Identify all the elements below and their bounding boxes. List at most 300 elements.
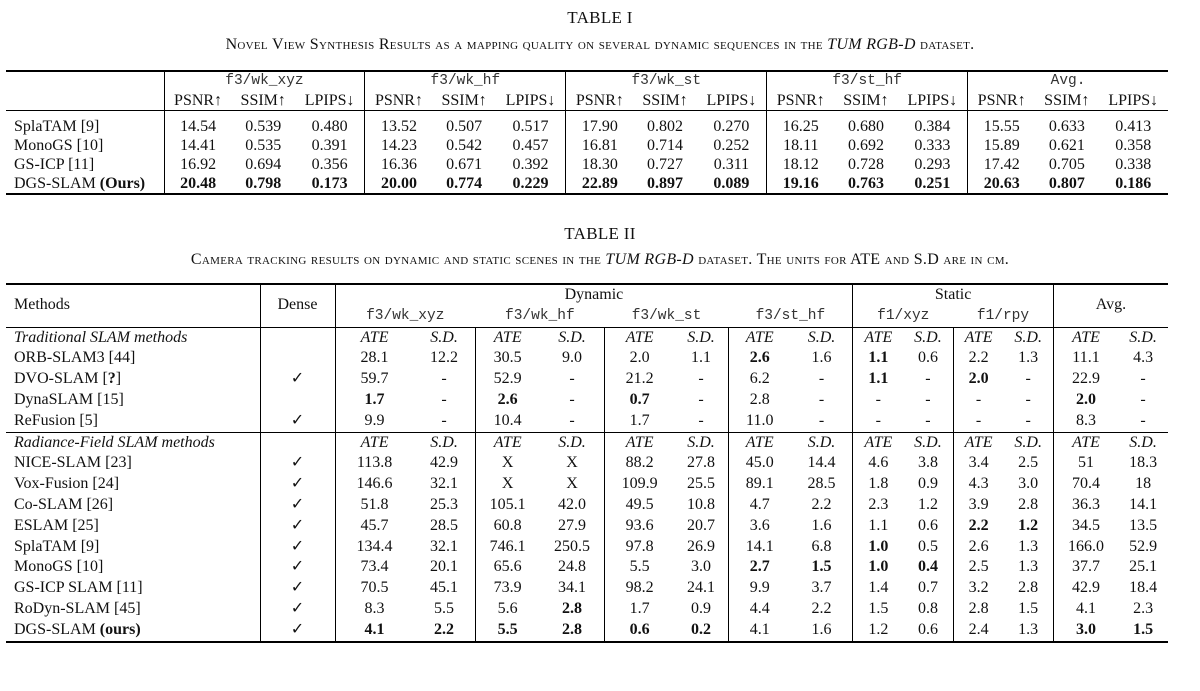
table1-header-metrics: [6, 91, 1168, 111]
table1-metric-header: LPIPS↓: [697, 91, 767, 111]
table1-metric-header: SSIM↑: [633, 91, 696, 111]
table1-value-cell: 0.671: [446, 156, 483, 173]
table1-value-cell: 15.89: [968, 136, 1036, 155]
table2-value-cell: 70.5: [335, 578, 414, 599]
table1-value-cell: 0.413: [1115, 118, 1152, 135]
method-name: DGS-SLAM: [14, 175, 96, 192]
table1-value-cell: 0.338: [1115, 156, 1152, 173]
table2-value-cell: 2.2: [953, 516, 1003, 537]
table1-value-cell: 0.457: [512, 137, 549, 154]
table1-value-cell: 0.293: [914, 156, 951, 173]
table1-value-cell: 0.311: [713, 156, 750, 173]
table1-metric-header: PSNR↑: [566, 91, 634, 111]
table2-value-cell: 30.5: [475, 348, 540, 369]
method-name-bold: ?: [107, 370, 116, 388]
table2-value-cell: 1.6: [791, 620, 853, 642]
table2-value-cell: 109.9: [605, 474, 674, 495]
method-name: MonoGS [10]: [14, 558, 104, 576]
table2-value-cell: 73.9: [475, 578, 540, 599]
table2-sequence-header: f3/wk_st: [605, 306, 729, 327]
table2-value-cell: 21.2: [605, 369, 674, 390]
table2-row: [6, 578, 1168, 599]
table2-value-cell: 4.4: [728, 599, 790, 620]
method-name: GS-ICP SLAM [11]: [14, 579, 143, 597]
table2-value-cell: 1.6: [811, 516, 832, 534]
table1-metric-header: SSIM↑: [232, 91, 295, 111]
table2-ate-subheader: ATE: [953, 432, 1003, 453]
table2-sequence-header: f1/rpy: [953, 306, 1053, 327]
table2-sd-subheader: S.D.: [674, 432, 728, 453]
table2-ate-subheader: ATE: [475, 432, 540, 453]
table1-value-cell: 0.807: [1035, 174, 1098, 194]
table1-value-cell: 0.633: [1048, 118, 1085, 135]
table1-value-cell: 0.089: [697, 174, 767, 194]
table2-method-cell: [6, 369, 260, 390]
table2-label: TABLE II: [564, 224, 636, 243]
table2-row: [6, 599, 1168, 620]
table2-method-cell: [6, 495, 260, 516]
table2-value-cell: 14.1: [728, 537, 790, 558]
method-name: RoDyn-SLAM [45]: [14, 599, 141, 617]
table1-metric-header: LPIPS↓: [496, 91, 566, 111]
dense-check-mark: ✓: [260, 620, 335, 642]
table2-value-cell: 6.8: [811, 537, 832, 555]
table2-ate-subheader: ATE: [1053, 327, 1118, 348]
table2-methods-header: Methods: [6, 284, 260, 327]
table2-value-cell: 18: [1135, 475, 1152, 493]
table2-dense-cell: [260, 348, 335, 369]
table2-sd-subheader: S.D.: [807, 328, 836, 346]
table2-value-cell: 2.6: [728, 348, 790, 369]
table2-value-cell: 0.6: [903, 620, 953, 642]
method-name: GS-ICP [11]: [14, 156, 95, 173]
table1-value-cell: 0.728: [847, 156, 884, 173]
table2-method-cell: [6, 537, 260, 558]
table1-value-cell: 0.763: [834, 174, 897, 194]
method-name: SplaTAM [9]: [14, 537, 100, 555]
table1-value-cell: 0.517: [512, 118, 549, 135]
table2-sd-subheader: S.D.: [540, 432, 605, 453]
table2-value-cell: -: [953, 390, 1003, 411]
table2-value-cell: 4.3: [1133, 349, 1154, 367]
table1-value-cell: 0.694: [245, 156, 282, 173]
table1-value-cell: 0.480: [311, 118, 348, 135]
table2-section-title: Radiance-Field SLAM methods: [6, 432, 260, 453]
table2-value-cell: -: [818, 370, 825, 388]
table1-metric-header: SSIM↑: [1035, 91, 1098, 111]
table2-value-cell: 12.2: [430, 349, 459, 367]
dense-check-mark: ✓: [260, 599, 335, 620]
table2-value-cell: 0.2: [674, 620, 728, 642]
table2-value-cell: 25.1: [1129, 558, 1158, 576]
table2-value-cell: 1.1: [853, 369, 903, 390]
table1-value-cell: 13.52: [365, 117, 433, 136]
table1-value-cell: 0.333: [914, 137, 951, 154]
table2-value-cell: -: [698, 411, 704, 429]
table2-value-cell: 2.8: [562, 599, 582, 617]
table2-row: [6, 557, 1168, 578]
table1-value-cell: 15.55: [968, 117, 1036, 136]
table2-value-cell: 0.4: [917, 558, 938, 576]
table2-value-cell: 28.5: [807, 475, 836, 493]
table1-value-cell: 0.539: [245, 118, 282, 135]
method-name: ESLAM [25]: [14, 516, 99, 534]
table2-value-cell: 146.6: [335, 474, 414, 495]
table2-ate-subheader: ATE: [475, 327, 540, 348]
table2-dynamic-header: Dynamic: [335, 284, 853, 306]
table1-caption: Novel View Synthesis Results as a mapping quality on several dynamic sequences in the TUM RGB-D dataset.: [225, 36, 975, 53]
table1-group-header: f3/wk_xyz: [164, 71, 365, 91]
method-name: DVO-SLAM [: [14, 370, 108, 388]
table1-corner-cell: [6, 71, 164, 91]
table2-value-cell: 3.0: [690, 558, 711, 576]
table2-value-cell: 1.7: [605, 599, 674, 620]
dense-check-mark: ✓: [260, 578, 335, 599]
table2-value-cell: 3.9: [953, 495, 1003, 516]
table1-value-cell: 16.92: [164, 155, 232, 174]
table2-value-cell: 1.3: [1018, 537, 1039, 555]
dense-check-mark: ✓: [260, 453, 335, 474]
table1-value-cell: 0.621: [1048, 137, 1085, 154]
table2-value-cell: X: [566, 454, 578, 472]
table1-value-cell: 20.48: [164, 174, 232, 194]
table2-value-cell: 24.8: [558, 558, 586, 576]
dense-check-mark: ✓: [260, 516, 335, 537]
table2-static-header: Static: [853, 284, 1053, 306]
table2-value-cell: 746.1: [475, 537, 540, 558]
table2-value-cell: -: [698, 370, 704, 388]
table2-value-cell: 36.3: [1053, 495, 1118, 516]
table2-ate-subheader: ATE: [853, 327, 903, 348]
table2-value-cell: -: [925, 390, 931, 408]
table1-method-cell: [6, 117, 164, 136]
table2-sequence-header: f3/wk_xyz: [335, 306, 475, 327]
table2-value-cell: 2.8: [953, 599, 1003, 620]
table2-sequence-header: f3/wk_hf: [475, 306, 605, 327]
table2-value-cell: 88.2: [605, 453, 674, 474]
table2-caption: Camera tracking results on dynamic and static scenes in the TUM RGB-D dataset. The units for ATE and S.D are in cm.: [190, 251, 1010, 268]
table2-value-cell: 9.9: [335, 411, 414, 432]
table2-value-cell: -: [953, 411, 1003, 432]
dense-check-mark: ✓: [260, 474, 335, 495]
table2-value-cell: 1.0: [853, 557, 903, 578]
table2-method-cell: [6, 348, 260, 369]
table2-value-cell: -: [1025, 370, 1031, 388]
table1-method-cell: [6, 136, 164, 155]
table2-value-cell: 1.5: [1118, 620, 1168, 642]
table2-ate-subheader: ATE: [953, 327, 1003, 348]
table2-value-cell: 2.8: [1018, 579, 1039, 597]
table2-value-cell: 3.7: [811, 579, 832, 597]
table2-value-cell: 4.1: [1053, 599, 1118, 620]
table2-row: [6, 537, 1168, 558]
table2-dense-cell: [260, 390, 335, 411]
table2-value-cell: 45.0: [728, 453, 790, 474]
table2-value-cell: 2.3: [1133, 599, 1154, 617]
table2-value-cell: 4.1: [335, 620, 414, 642]
table2-value-cell: -: [1140, 411, 1146, 429]
table2-value-cell: 93.6: [605, 516, 674, 537]
table1-row: [6, 174, 1168, 194]
table2-value-cell: 0.5: [917, 537, 938, 555]
method-name: NICE-SLAM [23]: [14, 454, 132, 472]
table2-value-cell: 3.0: [1018, 475, 1039, 493]
table2-value-cell: 2.6: [475, 390, 540, 411]
table2-value-cell: 20.7: [686, 516, 715, 534]
table2-value-cell: 1.0: [853, 537, 903, 558]
table2-value-cell: 13.5: [1129, 516, 1158, 534]
table1-value-cell: 0.507: [446, 118, 483, 135]
method-name: DGS-SLAM: [14, 620, 96, 638]
table2-row: [6, 369, 1168, 390]
table2-value-cell: 3.2: [953, 578, 1003, 599]
table2-value-cell: 34.1: [558, 579, 586, 597]
table2-value-cell: -: [853, 390, 903, 411]
table1-value-cell: 0.173: [295, 174, 365, 194]
table2-value-cell: 3.0: [1053, 620, 1118, 642]
table2-value-cell: 134.4: [335, 537, 414, 558]
table2-ate-subheader: ATE: [728, 327, 790, 348]
table2-value-cell: 3.4: [953, 453, 1003, 474]
table1-metric-header: PSNR↑: [365, 91, 433, 111]
table2-value-cell: 9.9: [728, 578, 790, 599]
table2-row: [6, 516, 1168, 537]
table1-value-cell: 16.25: [767, 117, 835, 136]
table2-ate-subheader: ATE: [335, 327, 414, 348]
table2-value-cell: 0.6: [917, 349, 938, 367]
table2-value-cell: -: [1025, 390, 1031, 408]
table1: [6, 70, 1168, 195]
table2-value-cell: 11.0: [728, 411, 790, 432]
table1-metric-header: PSNR↑: [968, 91, 1036, 111]
table1-value-cell: 18.11: [767, 136, 835, 155]
table2-dense-cell: [260, 327, 335, 348]
table2-value-cell: 89.1: [728, 474, 790, 495]
table2-value-cell: 70.4: [1053, 474, 1118, 495]
table2-value-cell: -: [698, 390, 704, 408]
table2-value-cell: 0.7: [605, 390, 674, 411]
table2-value-cell: 8.3: [335, 599, 414, 620]
table2: [6, 283, 1168, 643]
table2-value-cell: 1.7: [335, 390, 414, 411]
table2-value-cell: 45.7: [335, 516, 414, 537]
table2-value-cell: -: [818, 390, 825, 408]
table2-method-cell: [6, 620, 260, 642]
method-name: MonoGS [10]: [14, 137, 104, 154]
table1-metric-header: SSIM↑: [834, 91, 897, 111]
table2-value-cell: 52.9: [475, 369, 540, 390]
table1-value-cell: 0.186: [1098, 174, 1168, 194]
table2-value-cell: 26.9: [686, 537, 715, 555]
table1-corner-cell: [6, 91, 164, 111]
table2-value-cell: 166.0: [1053, 537, 1118, 558]
table2-value-cell: 0.7: [917, 579, 938, 597]
table2-value-cell: -: [569, 411, 575, 429]
table1-value-cell: 0.705: [1048, 156, 1085, 173]
table2-value-cell: 59.7: [335, 369, 414, 390]
method-name: Vox-Fusion [24]: [14, 475, 120, 493]
table2-value-cell: 1.3: [1004, 620, 1054, 642]
table2-ate-subheader: ATE: [335, 432, 414, 453]
table2-value-cell: 5.5: [475, 620, 540, 642]
table2-value-cell: -: [1140, 370, 1146, 388]
table2-section-title: Traditional SLAM methods: [14, 328, 188, 346]
table1-value-cell: 14.23: [365, 136, 433, 155]
table2-value-cell: 42.9: [1053, 578, 1118, 599]
table2-method-cell: [6, 516, 260, 537]
table2-value-cell: 25.3: [430, 495, 459, 513]
table2-value-cell: 0.6: [605, 620, 674, 642]
table2-value-cell: 9.0: [562, 349, 582, 367]
table2-method-cell: [6, 599, 260, 620]
table2-value-cell: -: [441, 390, 447, 408]
method-name: SplaTAM [9]: [14, 118, 100, 135]
method-name-bold: (Ours): [99, 175, 146, 192]
table2-section-header: [6, 432, 1168, 453]
table2-value-cell: 2.2: [811, 599, 832, 617]
table2-sd-subheader: S.D.: [687, 328, 715, 346]
table2-value-cell: 28.1: [335, 348, 414, 369]
table2-value-cell: 37.7: [1053, 557, 1118, 578]
table2-value-cell: -: [441, 411, 447, 429]
table1-value-cell: 0.798: [232, 174, 295, 194]
table2-value-cell: 10.8: [686, 495, 715, 513]
table2-value-cell: -: [925, 370, 931, 388]
table2-value-cell: 1.3: [1018, 349, 1039, 367]
table2-value-cell: 51.8: [335, 495, 414, 516]
dense-check-mark: ✓: [260, 537, 335, 558]
table2-value-cell: 2.8: [1018, 495, 1039, 513]
table2-value-cell: 52.9: [1129, 537, 1158, 555]
table2-section-header: [6, 327, 1168, 348]
table2-value-cell: 27.8: [686, 454, 715, 472]
table2-value-cell: -: [569, 390, 575, 408]
table2-method-cell: [6, 578, 260, 599]
table1-metric-header: LPIPS↓: [1098, 91, 1168, 111]
table1-value-cell: 0.356: [311, 156, 348, 173]
table1-label: TABLE I: [567, 8, 633, 27]
table1-value-cell: 14.54: [164, 117, 232, 136]
method-name-suffix: ]: [115, 370, 122, 388]
table2-value-cell: 2.2: [414, 620, 475, 642]
table2-value-cell: 113.8: [335, 453, 414, 474]
table2-value-cell: 18.4: [1129, 579, 1158, 597]
table2-value-cell: 65.6: [475, 557, 540, 578]
table2-value-cell: 1.1: [853, 516, 903, 537]
dense-check-mark: ✓: [260, 411, 335, 432]
table2-value-cell: 1.8: [853, 474, 903, 495]
table2-value-cell: 1.5: [811, 558, 832, 576]
table2-value-cell: 2.5: [1018, 454, 1039, 472]
table2-dense-header: Dense: [260, 284, 335, 327]
table2-value-cell: 2.7: [728, 557, 790, 578]
table2-value-cell: -: [1140, 390, 1146, 408]
table2-sd-subheader: S.D.: [791, 432, 853, 453]
table2-ate-subheader: ATE: [728, 432, 790, 453]
table1-value-cell: 19.16: [767, 174, 835, 194]
table2-value-cell: 4.3: [953, 474, 1003, 495]
table1-value-cell: 0.680: [847, 118, 884, 135]
table1-value-cell: 0.252: [713, 137, 750, 154]
table2-method-cell: [6, 557, 260, 578]
table2-avg-header: Avg.: [1053, 284, 1168, 327]
table2-value-cell: 4.6: [853, 453, 903, 474]
table2-value-cell: 1.1: [853, 348, 903, 369]
table1-row: [6, 136, 1168, 155]
table2-value-cell: -: [441, 370, 447, 388]
table2-ate-subheader: ATE: [605, 327, 674, 348]
table1-metric-header: LPIPS↓: [295, 91, 365, 111]
table2-value-cell: 32.1: [430, 537, 459, 555]
table1-value-cell: 0.251: [898, 174, 968, 194]
table2-value-cell: 2.2: [953, 348, 1003, 369]
table2-value-cell: X: [475, 474, 540, 495]
table2-value-cell: 1.2: [853, 620, 903, 642]
table2-value-cell: 34.5: [1053, 516, 1118, 537]
table2-row: [6, 620, 1168, 642]
table2-value-cell: 1.7: [605, 411, 674, 432]
table2-sd-subheader: S.D.: [1129, 328, 1157, 346]
table2-value-cell: 105.1: [475, 495, 540, 516]
table1-metric-header: LPIPS↓: [898, 91, 968, 111]
table2-value-cell: -: [569, 370, 575, 388]
table2-value-cell: 60.8: [475, 516, 540, 537]
table1-group-header: f3/st_hf: [767, 71, 968, 91]
table2-value-cell: 42.9: [430, 454, 459, 472]
table2-value-cell: -: [1025, 411, 1031, 429]
table2-sequence-header: f3/st_hf: [728, 306, 853, 327]
table2-row: [6, 348, 1168, 369]
table2-value-cell: X: [475, 453, 540, 474]
table1-value-cell: 0.384: [914, 118, 951, 135]
table2-value-cell: 1.3: [1018, 558, 1039, 576]
table2-value-cell: 1.5: [853, 599, 903, 620]
table2-row: [6, 411, 1168, 432]
table2-sd-subheader: S.D.: [903, 432, 953, 453]
table1-header-groups: [6, 71, 1168, 91]
table2-value-cell: 4.1: [728, 620, 790, 642]
table2-sd-subheader: S.D.: [1014, 328, 1042, 346]
table1-value-cell: 17.42: [968, 155, 1036, 174]
table2-method-cell: [6, 474, 260, 495]
table2-value-cell: 6.2: [728, 369, 790, 390]
table1-value-cell: 0.802: [647, 118, 684, 135]
table2-value-cell: 27.9: [558, 516, 586, 534]
method-name: ReFusion [5]: [14, 411, 98, 429]
table1-metric-header: PSNR↑: [767, 91, 835, 111]
table2-row: [6, 495, 1168, 516]
table2-value-cell: 2.8: [540, 620, 605, 642]
table1-value-cell: 0.391: [311, 137, 348, 154]
table2-sequence-header: f1/xyz: [853, 306, 953, 327]
table1-method-cell: [6, 155, 164, 174]
table2-value-cell: 1.1: [690, 349, 711, 367]
table2-method-cell: [6, 390, 260, 411]
table2-value-cell: -: [853, 411, 903, 432]
table1-value-cell: 22.89: [566, 174, 634, 194]
table2-row: [6, 474, 1168, 495]
table1-value-cell: 0.714: [647, 137, 684, 154]
table2-value-cell: 250.5: [554, 537, 590, 555]
table2-value-cell: 18.3: [1129, 454, 1158, 472]
table2-value-cell: 1.5: [1018, 599, 1039, 617]
method-name-bold: (ours): [99, 620, 141, 638]
table2-value-cell: 2.0: [953, 369, 1003, 390]
table2-sd-subheader: S.D.: [414, 432, 475, 453]
table1-value-cell: 0.727: [647, 156, 684, 173]
table2-value-cell: 14.4: [807, 454, 836, 472]
table2-value-cell: 24.1: [686, 579, 715, 597]
